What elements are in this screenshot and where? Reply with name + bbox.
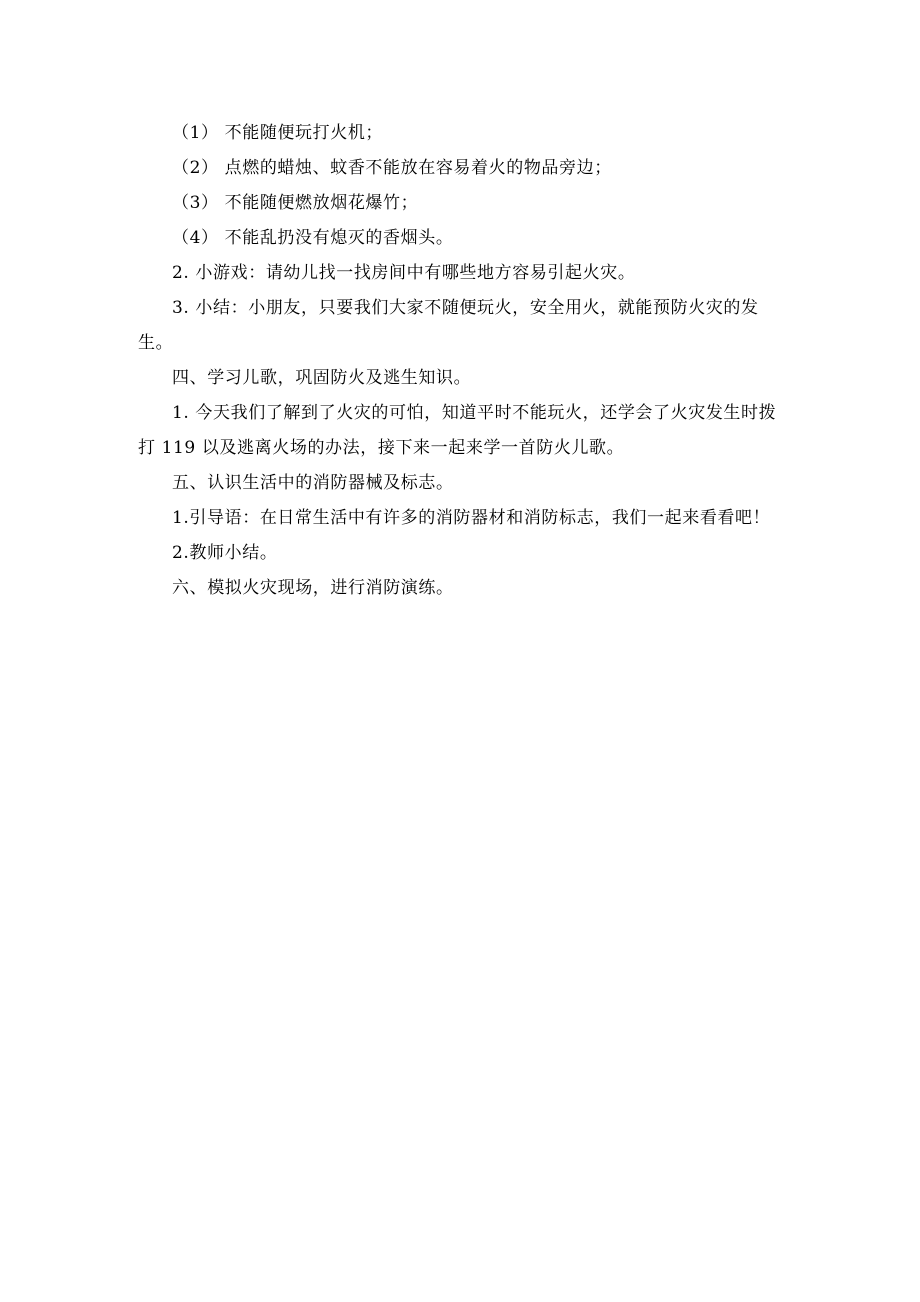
paragraph-nursery-rhyme: 1. 今天我们了解到了火灾的可怕，知道平时不能玩火，还学会了火灾发生时拨打 119 以及逃离火场的办法，接下来一起来学一首防火儿歌。 <box>138 403 777 458</box>
paragraph-teacher-summary: 2.教师小结。 <box>172 543 278 563</box>
list-item-3: （3） 不能随便燃放烟花爆竹； <box>172 193 419 213</box>
paragraph-intro: 1.引导语：在日常生活中有许多的消防器材和消防标志，我们一起来看看吧！ <box>172 508 771 528</box>
section-heading-5: 五、认识生活中的消防器械及标志。 <box>172 473 454 493</box>
section-heading-4: 四、学习儿歌，巩固防火及逃生知识。 <box>172 368 472 388</box>
document-body <box>138 116 788 606</box>
paragraph-summary: 3. 小结：小朋友，只要我们大家不随便玩火，安全用火，就能预防火灾的发生。 <box>138 298 759 353</box>
list-item-1: （1） 不能随便玩打火机； <box>172 123 384 143</box>
list-item-4: （4） 不能乱扔没有熄灭的香烟头。 <box>172 228 454 248</box>
paragraph-mini-game: 2. 小游戏：请幼儿找一找房间中有哪些地方容易引起火灾。 <box>172 263 636 283</box>
list-item-2: （2） 点燃的蜡烛、蚊香不能放在容易着火的物品旁边； <box>172 158 612 178</box>
section-heading-6: 六、模拟火灾现场，进行消防演练。 <box>172 578 454 598</box>
